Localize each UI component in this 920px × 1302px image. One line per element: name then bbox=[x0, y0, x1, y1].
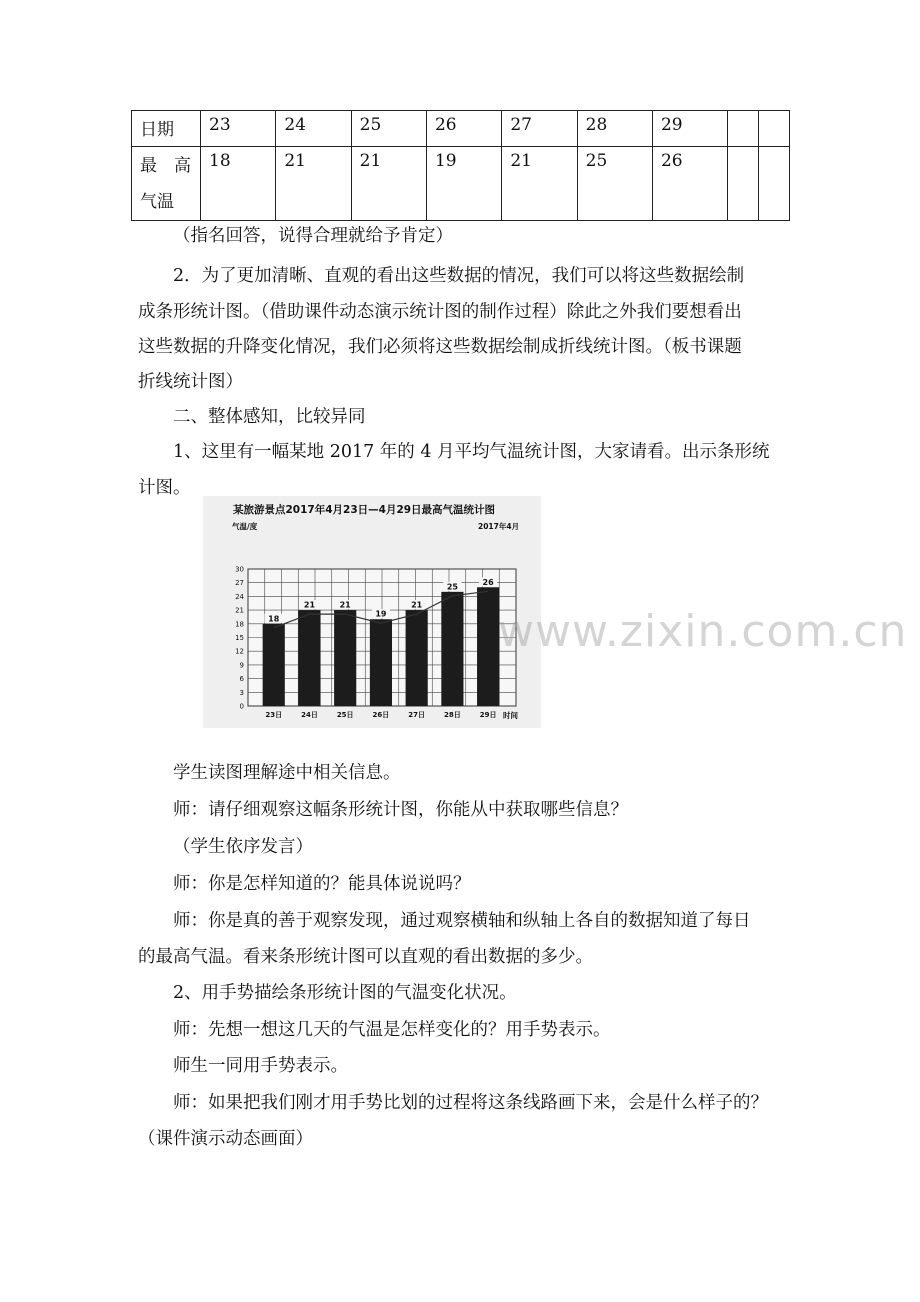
x-tick-label: 27日 bbox=[408, 711, 426, 719]
paragraph: 1、这里有一幅某地 2017 年的 4 月平均气温统计图，大家请看。出示条形统 bbox=[173, 442, 770, 462]
paragraph: 折线统计图） bbox=[138, 372, 243, 392]
data-label: 25 bbox=[446, 582, 458, 592]
y-tick-label: 18 bbox=[235, 620, 244, 629]
temp-header-line1: 最 高 bbox=[140, 156, 191, 176]
chart-bar bbox=[298, 610, 320, 706]
paragraph: 2、用手势描绘条形统计图的气温变化状况。 bbox=[173, 983, 517, 1003]
temp-header-cell bbox=[132, 147, 201, 221]
y-tick-label: 6 bbox=[239, 675, 244, 684]
chart-bar bbox=[370, 619, 392, 706]
temp-cell: 18 bbox=[201, 147, 276, 221]
chart-subtitle: 2017年4月 bbox=[478, 522, 520, 531]
y-tick-label: 3 bbox=[239, 688, 244, 697]
y-tick-label: 30 bbox=[235, 565, 244, 574]
watermark: www.zixin.com.cn bbox=[498, 606, 908, 657]
date-cell: 24 bbox=[276, 111, 351, 147]
date-cell bbox=[759, 111, 790, 147]
data-label: 19 bbox=[375, 609, 387, 619]
paragraph: （课件演示动态画面） bbox=[138, 1129, 313, 1149]
table-row bbox=[132, 111, 790, 147]
y-tick-label: 21 bbox=[235, 606, 244, 615]
paragraph: （指名回答，说得合理就给予肯定） bbox=[173, 226, 453, 246]
chart-xlabel: 时间 bbox=[503, 711, 518, 720]
temp-cell: 21 bbox=[351, 147, 426, 221]
date-cell: 28 bbox=[577, 111, 652, 147]
paragraph: 学生读图理解途中相关信息。 bbox=[173, 763, 401, 783]
date-header-cell: 日期 bbox=[132, 111, 201, 147]
chart-bar bbox=[334, 610, 356, 706]
paragraph: （学生依序发言） bbox=[173, 837, 313, 857]
paragraph: 这些数据的升降变化情况，我们必须将这些数据绘制成折线统计图。（板书课题 bbox=[138, 337, 742, 357]
y-tick-label: 27 bbox=[235, 579, 244, 588]
chart-bar bbox=[263, 624, 285, 706]
data-label: 18 bbox=[268, 614, 280, 624]
date-cell: 26 bbox=[426, 111, 501, 147]
temp-cell: 21 bbox=[276, 147, 351, 221]
x-tick-label: 29日 bbox=[479, 711, 497, 719]
paragraph: 师生一同用手势表示。 bbox=[173, 1056, 348, 1076]
date-cell: 23 bbox=[201, 111, 276, 147]
x-tick-label: 28日 bbox=[444, 711, 461, 719]
y-tick-label: 24 bbox=[235, 592, 244, 601]
data-label: 21 bbox=[339, 600, 351, 610]
paragraph: 2．为了更加清晰、直观的看出这些数据的情况，我们可以将这些数据绘制 bbox=[173, 266, 745, 286]
chart-bar bbox=[406, 610, 428, 706]
temp-cell: 26 bbox=[652, 147, 727, 221]
paragraph: 师：你是怎样知道的？能具体说说吗？ bbox=[173, 874, 471, 894]
y-tick-label: 12 bbox=[235, 647, 244, 656]
paragraph: 师：请仔细观察这幅条形统计图，你能从中获取哪些信息？ bbox=[173, 800, 628, 820]
temp-cell: 21 bbox=[502, 147, 577, 221]
paragraph: 师：如果把我们刚才用手势比划的过程将这条线路画下来，会是什么样子的？ bbox=[173, 1093, 768, 1113]
chart-ylabel: 气温/度 bbox=[232, 522, 258, 531]
paragraph: 成条形统计图。（借助课件动态演示统计图的制作过程）除此之外我们要想看出 bbox=[138, 302, 742, 322]
chart-svg bbox=[203, 496, 541, 728]
temp-cell bbox=[759, 147, 790, 221]
x-tick-label: 26日 bbox=[372, 711, 390, 719]
temp-cell: 19 bbox=[426, 147, 501, 221]
y-tick-label: 9 bbox=[239, 661, 244, 670]
data-label: 21 bbox=[303, 600, 316, 610]
data-label: 21 bbox=[411, 600, 423, 610]
chart-title: 某旅游景点2017年4月23日—4月29日最高气温统计图 bbox=[233, 504, 496, 516]
temp-cell: 25 bbox=[577, 147, 652, 221]
y-tick-label: 0 bbox=[239, 702, 244, 711]
temp-cell bbox=[728, 147, 759, 221]
date-cell bbox=[728, 111, 759, 147]
x-tick-label: 24日 bbox=[301, 711, 318, 719]
table-row bbox=[132, 147, 790, 221]
chart-bar bbox=[477, 587, 499, 706]
y-tick-label: 15 bbox=[235, 634, 244, 642]
section-heading: 二、整体感知，比较异同 bbox=[173, 407, 366, 427]
paragraph: 计图。 bbox=[138, 478, 191, 498]
chart-bar bbox=[441, 592, 463, 706]
paragraph: 的最高气温。看来条形统计图可以直观的看出数据的多少。 bbox=[138, 947, 593, 967]
data-label: 26 bbox=[482, 577, 494, 587]
temp-header-line2: 气温 bbox=[140, 192, 174, 212]
paragraph: 师：先想一想这几天的气温是怎样变化的？用手势表示。 bbox=[173, 1020, 611, 1040]
date-cell: 29 bbox=[652, 111, 727, 147]
temperature-table bbox=[131, 110, 790, 221]
date-cell: 25 bbox=[351, 111, 426, 147]
x-tick-label: 25日 bbox=[336, 711, 354, 719]
temperature-bar-chart bbox=[203, 496, 541, 728]
date-cell: 27 bbox=[502, 111, 577, 147]
x-tick-label: 23日 bbox=[265, 711, 283, 719]
paragraph: 师：你是真的善于观察发现，通过观察横轴和纵轴上各自的数据知道了每日 bbox=[173, 911, 751, 931]
